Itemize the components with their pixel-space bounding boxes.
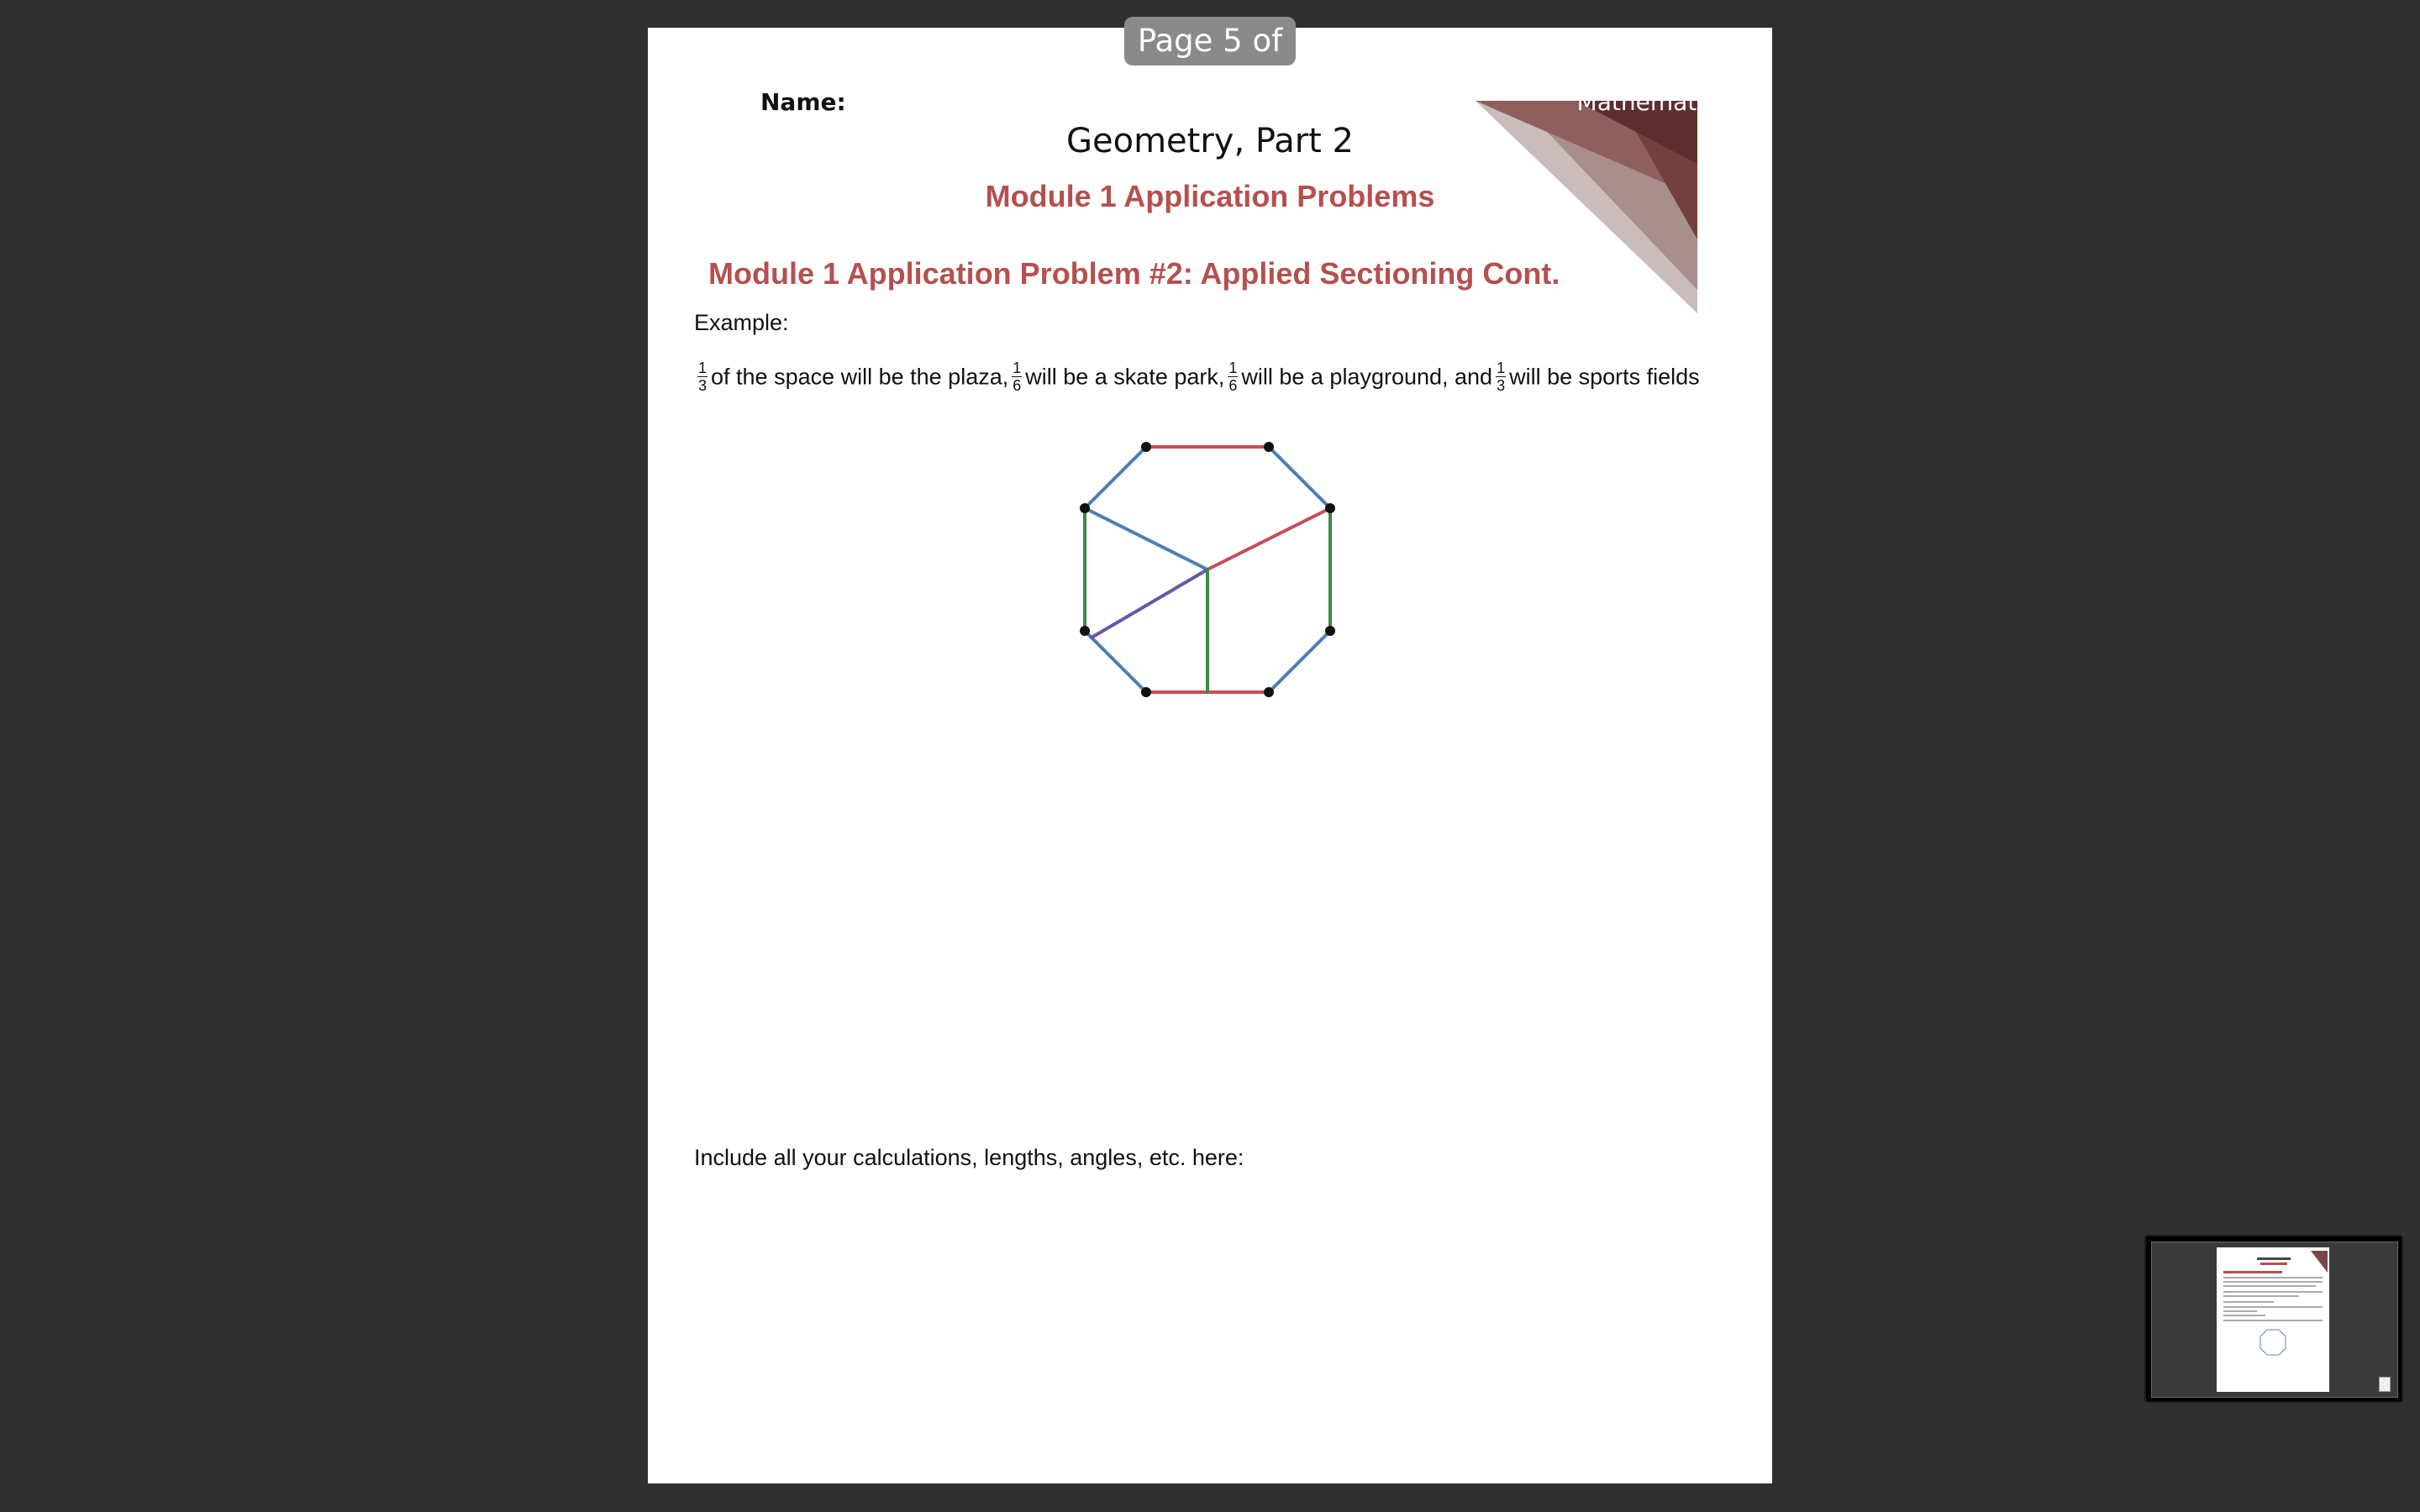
section-line-lower-left [1092, 570, 1207, 638]
document-title: Geometry, Part 2 [1065, 122, 1354, 160]
vertex-point [1080, 626, 1090, 636]
edge-bottom-left [1085, 631, 1146, 692]
edge-bottom-right [1269, 631, 1330, 692]
fraction-one-sixth: $\frac{1}{6}$ [1013, 360, 1022, 394]
section-line-upper-left [1085, 508, 1207, 570]
plaza-text: of the space will be the plaza, [711, 364, 1009, 390]
page-thumbnail-icon[interactable] [2217, 1247, 2329, 1392]
thumbnail-preview [2217, 1247, 2329, 1392]
vertex-point [1141, 442, 1151, 452]
vertex-point [1264, 687, 1274, 697]
resize-handle-icon[interactable] [2379, 1377, 2391, 1392]
sports-fields-text: will be sports fields [1509, 364, 1700, 390]
name-label: Name: [760, 88, 846, 116]
page-thumbnail-panel[interactable] [2144, 1235, 2403, 1403]
problem-title: Module 1 Application Problem #2: Applied Sectioning Cont. [708, 256, 1560, 291]
example-sentence [694, 362, 1700, 395]
vertex-point [1264, 442, 1274, 452]
vertex-point [1141, 687, 1151, 697]
fraction-one-third: $\frac{1}{3}$ [698, 360, 708, 394]
page-indicator: Page 5 of 8 [1124, 17, 1296, 66]
edge-top-right [1269, 447, 1330, 508]
vertex-point [1080, 503, 1090, 513]
example-label: Example: [694, 310, 789, 335]
vertex-point [1325, 503, 1335, 513]
section-line-right [1207, 508, 1330, 570]
edge-top-left [1085, 447, 1146, 508]
thumbnail-viewport[interactable] [2151, 1242, 2398, 1398]
fraction-one-sixth: $\frac{1}{6}$ [1228, 360, 1238, 394]
fraction-one-third: $\frac{1}{3}$ [1497, 360, 1506, 394]
document-page [648, 28, 1772, 1483]
octagon-sectioning-diagram [1068, 414, 1354, 700]
playground-text: will be a playground, and [1241, 364, 1493, 390]
subject-label: Mathematics [1576, 88, 1728, 116]
calculations-prompt: Include all your calculations, lengths, angles, etc. here: [694, 1145, 1244, 1170]
document-subtitle: Module 1 Application Problems [985, 179, 1435, 213]
vertex-point [1325, 626, 1335, 636]
skate-park-text: will be a skate park, [1025, 364, 1225, 390]
